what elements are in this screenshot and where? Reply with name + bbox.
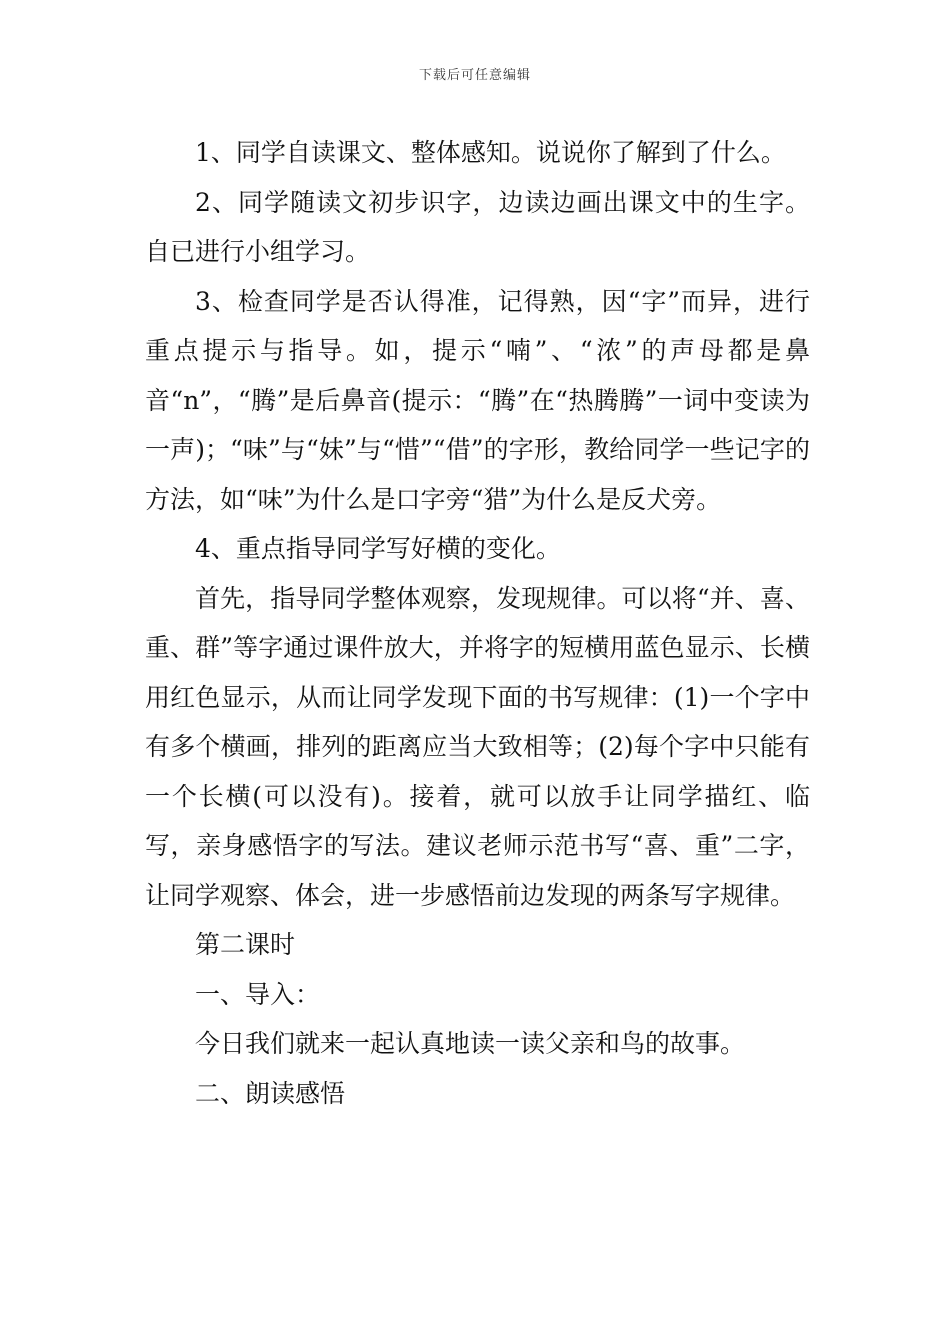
section-heading-reading: 二、朗读感悟 [195, 1078, 346, 1108]
paragraph-intro-text: 今日我们就来一起认真地读一读父亲和鸟的故事。 [195, 1029, 746, 1058]
paragraph-2: 2、同学随读文初步识字，边读边画出课文中的生字。自已进行小组学习。 [145, 187, 810, 266]
section-heading-intro: 一、导入： [195, 979, 321, 1009]
paragraph-3: 3、检查同学是否认得准，记得熟，因“字”而异，进行重点提示与指导。如，提示“喃”、“浓”的声母都是鼻音“n”，“腾”是后鼻音(提示：“腾”在“热腾腾”一词中变读为一声)；“味”与“妹”与“惜”“借”的字形，教给同学一些记字的方法，如“味”为什么是口字旁“猎”为什么是反犬旁。 [145, 286, 810, 514]
document-body [145, 128, 810, 1118]
section-heading-second-lesson: 第二课时 [195, 930, 296, 959]
paragraph-4: 4、重点指导同学写好横的变化。 [195, 534, 561, 563]
paragraph-1: 1、同学自读课文、整体感知。说说你了解到了什么。 [195, 138, 786, 167]
page-header: 下载后可任意编辑 [418, 68, 531, 83]
paragraph-5: 首先，指导同学整体观察，发现规律。可以将“并、喜、重、群”等字通过课件放大，并将字的短横用蓝色显示、长横用红色显示，从而让同学发现下面的书写规律：(1)一个字中有多个横画，排列的距离应当大致相等；(2)每个字中只能有一个长横(可以没有)。接着，就可以放手让同学描红、临写，亲身感悟字的写法。建议老师示范书写“喜、重”二字，让同学观察、体会，进一步感悟前边发现的两条写字规律。 [145, 583, 810, 910]
